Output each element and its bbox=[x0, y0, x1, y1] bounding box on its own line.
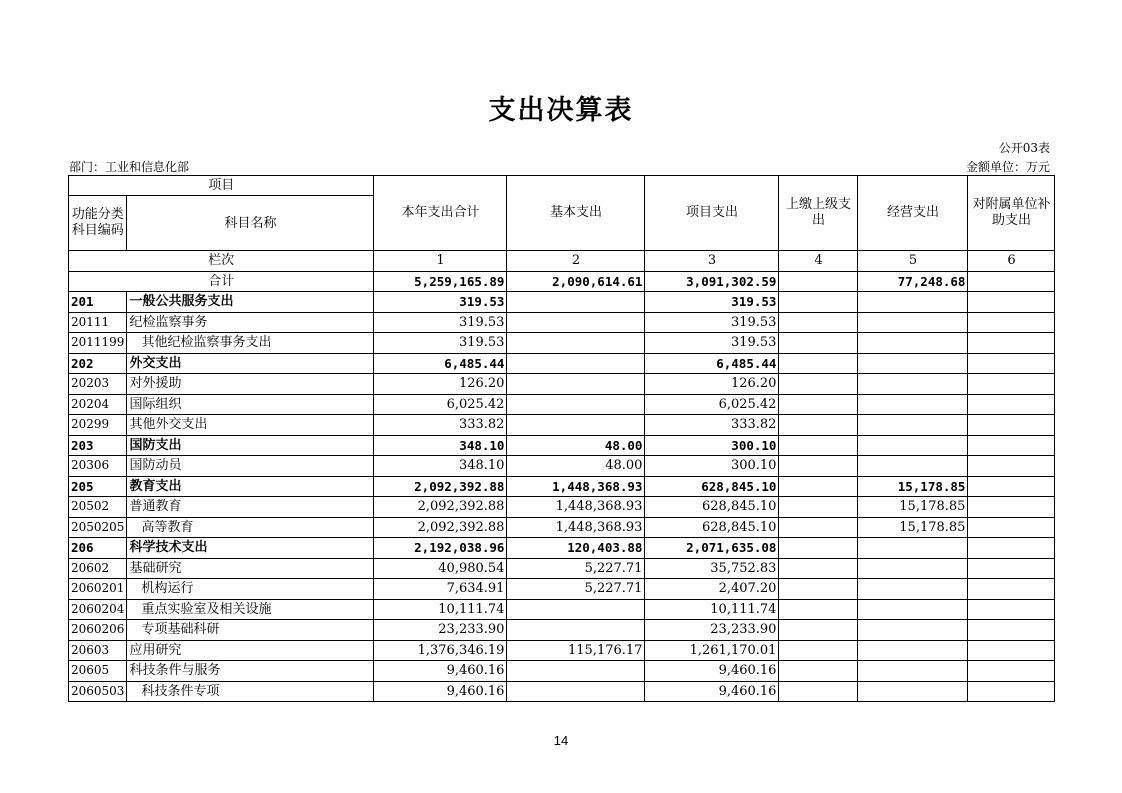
column-number-label: 栏次 bbox=[69, 251, 374, 272]
row-upper bbox=[779, 374, 858, 395]
table-row bbox=[69, 394, 1055, 415]
row-project: 628,845.10 bbox=[645, 517, 779, 538]
row-total: 2,192,038.96 bbox=[374, 538, 507, 559]
row-name: 专项基础科研 bbox=[127, 620, 374, 641]
row-business bbox=[858, 558, 968, 579]
row-name: 外交支出 bbox=[127, 353, 374, 374]
row-subsidy bbox=[968, 456, 1055, 477]
row-total: 7,634.91 bbox=[374, 579, 507, 600]
row-business: 15,178.85 bbox=[858, 476, 968, 497]
row-name: 一般公共服务支出 bbox=[127, 292, 374, 313]
row-total: 333.82 bbox=[374, 415, 507, 436]
row-subsidy bbox=[968, 681, 1055, 702]
column-number: 6 bbox=[968, 251, 1055, 272]
row-total: 348.10 bbox=[374, 456, 507, 477]
row-code: 20204 bbox=[69, 394, 127, 415]
table-row bbox=[69, 558, 1055, 579]
row-upper bbox=[779, 456, 858, 477]
header-func-code: 功能分类科目编码 bbox=[69, 196, 127, 251]
row-business bbox=[858, 415, 968, 436]
page-title: 支出决算表 bbox=[488, 95, 634, 126]
row-project: 319.53 bbox=[645, 292, 779, 313]
row-name: 国际组织 bbox=[127, 394, 374, 415]
row-upper bbox=[779, 394, 858, 415]
row-basic bbox=[507, 681, 645, 702]
row-upper bbox=[779, 558, 858, 579]
expenditure-table bbox=[68, 175, 1055, 702]
row-total: 9,460.16 bbox=[374, 661, 507, 682]
row-basic bbox=[507, 353, 645, 374]
row-total: 23,233.90 bbox=[374, 620, 507, 641]
header-item: 项目 bbox=[69, 176, 374, 196]
unit-label: 金额单位：万元 bbox=[965, 160, 1050, 174]
row-subsidy bbox=[968, 661, 1055, 682]
row-subsidy bbox=[968, 640, 1055, 661]
row-upper bbox=[779, 292, 858, 313]
row-basic: 1,448,368.93 bbox=[507, 517, 645, 538]
row-business: 15,178.85 bbox=[858, 497, 968, 518]
row-subsidy bbox=[968, 620, 1055, 641]
department-label: 部门：工业和信息化部 bbox=[69, 160, 190, 174]
row-upper bbox=[779, 640, 858, 661]
row-total: 319.53 bbox=[374, 333, 507, 354]
row-total: 319.53 bbox=[374, 312, 507, 333]
row-basic bbox=[507, 292, 645, 313]
row-project: 1,261,170.01 bbox=[645, 640, 779, 661]
table-row bbox=[69, 640, 1055, 661]
row-name: 国防支出 bbox=[127, 435, 374, 456]
row-total: 2,092,392.88 bbox=[374, 497, 507, 518]
column-number: 1 bbox=[374, 251, 507, 272]
row-code: 20306 bbox=[69, 456, 127, 477]
row-subsidy bbox=[968, 497, 1055, 518]
row-basic: 115,176.17 bbox=[507, 640, 645, 661]
row-upper bbox=[779, 497, 858, 518]
total-amount: 5,259,165.89 bbox=[374, 271, 507, 292]
row-code: 20502 bbox=[69, 497, 127, 518]
table-row bbox=[69, 538, 1055, 559]
table-row bbox=[69, 579, 1055, 600]
row-basic bbox=[507, 661, 645, 682]
table-row bbox=[69, 353, 1055, 374]
row-basic: 5,227.71 bbox=[507, 558, 645, 579]
row-total: 10,111.74 bbox=[374, 599, 507, 620]
row-project: 126.20 bbox=[645, 374, 779, 395]
row-subsidy bbox=[968, 476, 1055, 497]
row-project: 6,025.42 bbox=[645, 394, 779, 415]
row-subsidy bbox=[968, 333, 1055, 354]
total-project: 3,091,302.59 bbox=[645, 271, 779, 292]
row-upper bbox=[779, 312, 858, 333]
row-business bbox=[858, 538, 968, 559]
row-code: 2011199 bbox=[69, 333, 127, 354]
row-basic bbox=[507, 394, 645, 415]
row-basic bbox=[507, 333, 645, 354]
form-code: 公开03表 bbox=[998, 141, 1050, 155]
row-name: 国防动员 bbox=[127, 456, 374, 477]
row-upper bbox=[779, 538, 858, 559]
row-business bbox=[858, 599, 968, 620]
row-basic bbox=[507, 599, 645, 620]
row-business bbox=[858, 374, 968, 395]
table-row bbox=[69, 456, 1055, 477]
row-total: 2,092,392.88 bbox=[374, 476, 507, 497]
row-project: 2,407.20 bbox=[645, 579, 779, 600]
row-upper bbox=[779, 681, 858, 702]
total-row bbox=[69, 271, 1055, 292]
row-upper bbox=[779, 435, 858, 456]
row-code: 2060201 bbox=[69, 579, 127, 600]
row-code: 206 bbox=[69, 538, 127, 559]
row-total: 6,025.42 bbox=[374, 394, 507, 415]
row-subsidy bbox=[968, 415, 1055, 436]
row-business bbox=[858, 394, 968, 415]
row-basic bbox=[507, 374, 645, 395]
row-basic bbox=[507, 312, 645, 333]
row-code: 2050205 bbox=[69, 517, 127, 538]
row-upper bbox=[779, 476, 858, 497]
row-basic: 120,403.88 bbox=[507, 538, 645, 559]
table-row bbox=[69, 661, 1055, 682]
row-project: 319.53 bbox=[645, 333, 779, 354]
header-col-subsidy: 对附属单位补助支出 bbox=[968, 176, 1055, 251]
row-total: 1,376,346.19 bbox=[374, 640, 507, 661]
total-business: 77,248.68 bbox=[858, 271, 968, 292]
row-name: 基础研究 bbox=[127, 558, 374, 579]
row-business bbox=[858, 681, 968, 702]
column-number: 5 bbox=[858, 251, 968, 272]
row-name: 对外援助 bbox=[127, 374, 374, 395]
row-upper bbox=[779, 333, 858, 354]
row-basic: 48.00 bbox=[507, 456, 645, 477]
row-business bbox=[858, 579, 968, 600]
row-project: 6,485.44 bbox=[645, 353, 779, 374]
row-name: 其他外交支出 bbox=[127, 415, 374, 436]
row-upper bbox=[779, 353, 858, 374]
row-subsidy bbox=[968, 435, 1055, 456]
row-basic bbox=[507, 620, 645, 641]
row-name: 科学技术支出 bbox=[127, 538, 374, 559]
row-subsidy bbox=[968, 374, 1055, 395]
row-code: 2060204 bbox=[69, 599, 127, 620]
row-business bbox=[858, 292, 968, 313]
row-code: 2060503 bbox=[69, 681, 127, 702]
row-name: 普通教育 bbox=[127, 497, 374, 518]
row-project: 35,752.83 bbox=[645, 558, 779, 579]
header-col-project: 项目支出 bbox=[645, 176, 779, 251]
row-business bbox=[858, 661, 968, 682]
row-total: 6,485.44 bbox=[374, 353, 507, 374]
row-project: 9,460.16 bbox=[645, 681, 779, 702]
table-row bbox=[69, 681, 1055, 702]
row-total: 40,980.54 bbox=[374, 558, 507, 579]
row-project: 333.82 bbox=[645, 415, 779, 436]
table-row bbox=[69, 333, 1055, 354]
row-total: 126.20 bbox=[374, 374, 507, 395]
row-code: 201 bbox=[69, 292, 127, 313]
row-subsidy bbox=[968, 599, 1055, 620]
row-subsidy bbox=[968, 394, 1055, 415]
total-upper bbox=[779, 271, 858, 292]
row-code: 20603 bbox=[69, 640, 127, 661]
row-business bbox=[858, 640, 968, 661]
row-code: 20299 bbox=[69, 415, 127, 436]
row-name: 教育支出 bbox=[127, 476, 374, 497]
row-code: 20111 bbox=[69, 312, 127, 333]
row-project: 300.10 bbox=[645, 435, 779, 456]
row-total: 319.53 bbox=[374, 292, 507, 313]
header-col-business: 经营支出 bbox=[858, 176, 968, 251]
row-project: 9,460.16 bbox=[645, 661, 779, 682]
row-name: 科技条件专项 bbox=[127, 681, 374, 702]
row-name: 纪检监察事务 bbox=[127, 312, 374, 333]
row-name: 应用研究 bbox=[127, 640, 374, 661]
row-business bbox=[858, 333, 968, 354]
table-row bbox=[69, 620, 1055, 641]
row-basic bbox=[507, 415, 645, 436]
row-code: 20602 bbox=[69, 558, 127, 579]
row-upper bbox=[779, 517, 858, 538]
table-row bbox=[69, 374, 1055, 395]
row-business: 15,178.85 bbox=[858, 517, 968, 538]
row-upper bbox=[779, 599, 858, 620]
column-number: 2 bbox=[507, 251, 645, 272]
row-basic: 5,227.71 bbox=[507, 579, 645, 600]
row-project: 2,071,635.08 bbox=[645, 538, 779, 559]
row-code: 2060206 bbox=[69, 620, 127, 641]
row-code: 203 bbox=[69, 435, 127, 456]
header-col-upper: 上缴上级支出 bbox=[779, 176, 858, 251]
table-row bbox=[69, 497, 1055, 518]
table-row bbox=[69, 476, 1055, 497]
row-basic: 1,448,368.93 bbox=[507, 497, 645, 518]
header-col-basic: 基本支出 bbox=[507, 176, 645, 251]
row-code: 205 bbox=[69, 476, 127, 497]
row-total: 348.10 bbox=[374, 435, 507, 456]
row-code: 202 bbox=[69, 353, 127, 374]
table-row bbox=[69, 415, 1055, 436]
row-code: 20203 bbox=[69, 374, 127, 395]
row-project: 319.53 bbox=[645, 312, 779, 333]
row-upper bbox=[779, 661, 858, 682]
row-subsidy bbox=[968, 353, 1055, 374]
row-upper bbox=[779, 415, 858, 436]
header-subject-name: 科目名称 bbox=[127, 196, 374, 251]
row-basic: 1,448,368.93 bbox=[507, 476, 645, 497]
total-basic: 2,090,614.61 bbox=[507, 271, 645, 292]
row-name: 机构运行 bbox=[127, 579, 374, 600]
total-subsidy bbox=[968, 271, 1055, 292]
row-project: 628,845.10 bbox=[645, 476, 779, 497]
row-project: 23,233.90 bbox=[645, 620, 779, 641]
table-row bbox=[69, 599, 1055, 620]
row-code: 20605 bbox=[69, 661, 127, 682]
row-upper bbox=[779, 579, 858, 600]
row-name: 重点实验室及相关设施 bbox=[127, 599, 374, 620]
table-row bbox=[69, 517, 1055, 538]
column-number: 3 bbox=[645, 251, 779, 272]
row-basic: 48.00 bbox=[507, 435, 645, 456]
total-label: 合计 bbox=[69, 271, 374, 292]
column-number-row bbox=[69, 251, 1055, 272]
row-subsidy bbox=[968, 312, 1055, 333]
row-subsidy bbox=[968, 517, 1055, 538]
row-subsidy bbox=[968, 538, 1055, 559]
header-row-1 bbox=[69, 176, 1055, 196]
row-business bbox=[858, 353, 968, 374]
row-subsidy bbox=[968, 558, 1055, 579]
row-upper bbox=[779, 620, 858, 641]
row-name: 其他纪检监察事务支出 bbox=[127, 333, 374, 354]
header-col-total: 本年支出合计 bbox=[374, 176, 507, 251]
page-number: 14 bbox=[553, 733, 569, 748]
row-business bbox=[858, 456, 968, 477]
table-row bbox=[69, 435, 1055, 456]
row-name: 科技条件与服务 bbox=[127, 661, 374, 682]
row-business bbox=[858, 435, 968, 456]
row-project: 300.10 bbox=[645, 456, 779, 477]
row-project: 10,111.74 bbox=[645, 599, 779, 620]
row-subsidy bbox=[968, 292, 1055, 313]
column-number: 4 bbox=[779, 251, 858, 272]
row-project: 628,845.10 bbox=[645, 497, 779, 518]
row-name: 高等教育 bbox=[127, 517, 374, 538]
row-subsidy bbox=[968, 579, 1055, 600]
row-total: 2,092,392.88 bbox=[374, 517, 507, 538]
row-business bbox=[858, 620, 968, 641]
row-business bbox=[858, 312, 968, 333]
row-total: 9,460.16 bbox=[374, 681, 507, 702]
table-row bbox=[69, 292, 1055, 313]
table-row bbox=[69, 312, 1055, 333]
